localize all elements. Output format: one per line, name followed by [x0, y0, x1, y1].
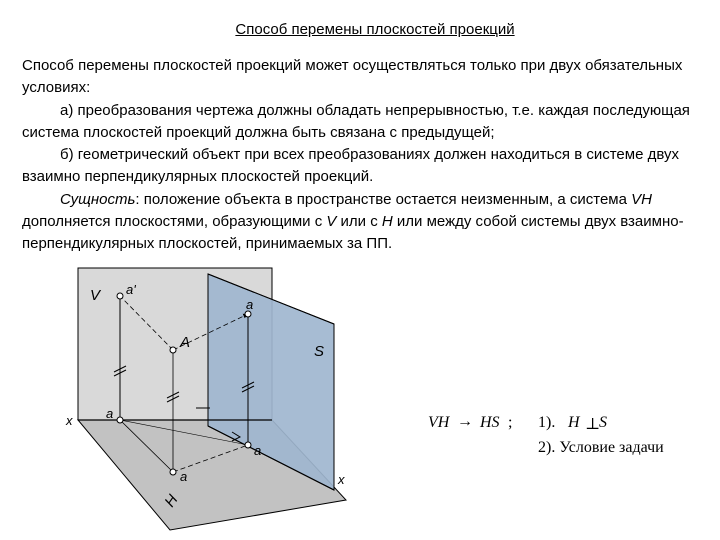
essence-h: H	[381, 213, 393, 231]
essence-text-1: : положение объекта в пространстве остается неизменным, а система	[135, 190, 632, 208]
label-axis-x1: x	[338, 472, 345, 487]
formula-item1-h: H	[568, 414, 580, 431]
label-a-prime: a'	[126, 282, 136, 297]
formula-item2: 2). Условие задачи	[538, 439, 664, 456]
point-a-s1	[245, 442, 251, 448]
formula-separator: ;	[508, 414, 513, 431]
formula-rhs: HS	[480, 414, 500, 431]
formula-block	[428, 414, 718, 470]
formula-perp-symbol: ⊥	[585, 416, 601, 433]
essence-text-2: дополняется плоскостями, образующими с	[22, 213, 327, 231]
essence-term: Сущность	[60, 190, 136, 208]
point-A	[170, 347, 176, 353]
label-a-s1: a	[254, 443, 262, 458]
formula-item1-number: 1).	[538, 414, 556, 431]
label-plane-s: S	[314, 343, 325, 360]
label-point-A: A	[180, 334, 191, 351]
label-a-s: a	[246, 297, 254, 312]
slide-title: Способ перемены плоскостей проекций	[235, 21, 515, 38]
essence-text-3: или с	[336, 213, 382, 231]
label-plane-v: V	[90, 287, 101, 304]
formula-lhs: VH	[428, 414, 450, 431]
point-a-x	[117, 417, 123, 423]
essence-v: V	[326, 213, 337, 231]
essence-vh: VH	[631, 190, 652, 208]
point-a-h	[170, 469, 176, 475]
formula-arrow: →	[457, 413, 473, 430]
label-a-x: a	[106, 406, 114, 421]
label-axis-x: x	[66, 413, 73, 428]
intro-paragraph: Способ перемены плоскостей проекций может осуществляться только при двух обязательных условиях:	[22, 57, 683, 97]
condition-b-paragraph: б) геометрический объект при всех преобразованиях должен находиться в системе двух взаимно перпендикулярных плоскостей проекций.	[22, 146, 679, 186]
condition-a-paragraph: а) преобразования чертежа должны обладать непрерывностью, т.е. каждая последующая система плоскостей проекций должна быть связана с предыдущей;	[22, 101, 690, 141]
label-a-h: a	[180, 469, 188, 484]
label-plane-h: H	[161, 491, 182, 511]
formula-item1-s: S	[599, 414, 607, 431]
point-a-prime	[117, 293, 123, 299]
essence-text-4: или между собой системы двух взаимно-перпендикулярных плоскостей, принимаемых за ПП.	[22, 213, 684, 253]
